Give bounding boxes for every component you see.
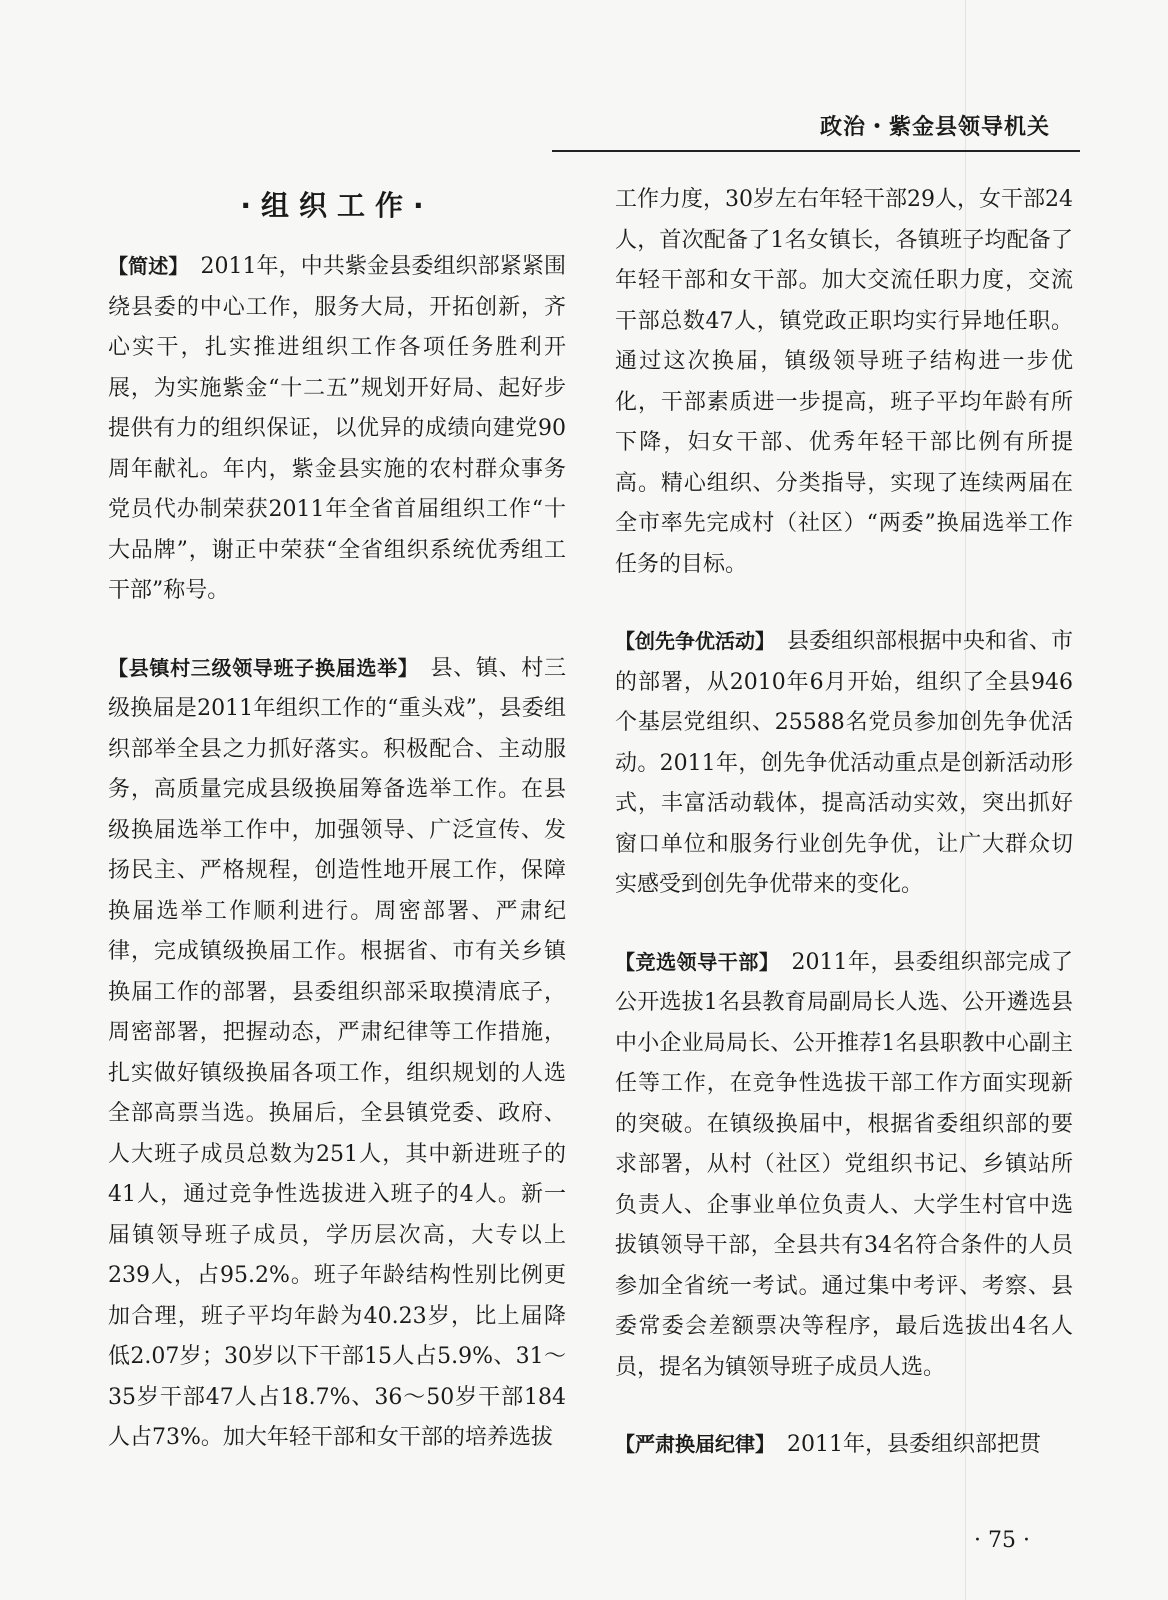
paragraph-heading: 【竞选领导干部】 [615,949,780,974]
page-number: · 75 · [974,1528,1030,1553]
paragraph-text: 县、镇、村三级换届是2011年组织工作的“重头戏”，县委组织部举全县之力抓好落实。积极配合、主动服务，高质量完成县级换届筹备选举工作。在县级换届选举工作中，加强领导、广泛宣传、发扬民主、严格规程，创造性地开展工作，保障换届选举工作顺利进行。周密部署、严肃纪律，完成镇级换届工作。根据省、市有关乡镇换届工作的部署，县委组织部采取摸清底子，周密部署，把握动态，严肃纪律等工作措施，扎实做好镇级换届各项工作，组织规划的人选全部高票当选。换届后，全县镇党委、政府、人大班子成员总数为251人，其中新进班子的41人，通过竞争性选拔进入班子的4人。新一届镇领导班子成员，学历层次高，大专以上239人，占95.2%。班子年龄结构性别比例更加合理，班子平均年龄为40.23岁，比上届降低2.07岁；30岁以下干部15人占5.9%、31～35岁干部47人占18.7%、36～50岁干部184人占73%。加大年轻干部和女干部的培养选拔 [108,655,566,1450]
paragraph-excellence-activity [615,621,1073,906]
running-header: 政治・紫金县领导机关 [819,114,1050,140]
paragraph-text: 工作力度，30岁左右年轻干部29人，女干部24人，首次配备了1名女镇长，各镇班子均配备了年轻干部和女干部。加大交流任职力度，交流干部总数47人，镇党政正职均实行异地任职。通过这次换届，镇级领导班子结构进一步优化，干部素质进一步提高，班子平均年龄有所下降，妇女干部、优秀年轻干部比例有所提高。精心组织、分类指导，实现了连续两届在全市率先完成村（社区）“两委”换届选举工作任务的目标。 [615,187,1073,577]
paragraph-heading: 【创先争优活动】 [615,629,775,653]
paragraph-overview [108,246,566,612]
paragraph-text: 2011年，县委组织部把贯 [787,1432,1041,1457]
paragraph-heading: 【县镇村三级领导班子换届选举】 [108,655,419,680]
paragraph-heading: 【简述】 [108,254,189,278]
paragraph-heading: 【严肃换届纪律】 [615,1432,775,1456]
paragraph-text: 2011年，中共紫金县委组织部紧紧围绕县委的中心工作，服务大局，开拓创新，齐心实干，扎实推进组织工作各项任务胜利开展，为实施紫金“十二五”规划开好局、起好步提供有力的组织保证，以优异的成绩向建党90周年献礼。年内，紫金县实施的农村群众事务党员代办制荣获2011年全省首届组织工作“十大品牌”，谢正中荣获“全省组织系统优秀组工干部”称号。 [108,254,566,603]
paragraph-continued [615,180,1073,585]
paragraph-text: 县委组织部根据中央和省、市的部署，从2010年6月开始，组织了全县946个基层党组织、25588名党员参加创先争优活动。2011年，创先争优活动重点是创新活动形式，丰富活动载体，提高活动实效，突出抓好窗口单位和服务行业创先争优，让广大群众切实感受到创先争优带来的变化。 [615,629,1074,897]
paragraph-election [108,648,566,1459]
left-column [108,180,566,1495]
paragraph-text: 2011年，县委组织部完成了公开选拔1名县教育局副局长人选、公开遴选县中小企业局局长、公开推荐1名县职教中心副主任等工作，在竞争性选拔干部工作方面实现新的突破。在镇级换届中，根据省委组织部的要求部署，从村（社区）党组织书记、乡镇站所负责人、企事业单位负责人、大学生村官中选拔镇领导干部，全县共有34名符合条件的人员参加全省统一考试。通过集中考评、考察、县委常委会差额票决等程序，最后选拔出4名人员，提名为镇领导班子成员人选。 [615,949,1073,1380]
header-rule [552,150,1080,152]
right-column [615,180,1073,1502]
section-title: ·组织工作· [240,189,434,222]
paragraph-discipline [615,1424,1073,1466]
paragraph-cadre-selection [615,942,1073,1389]
